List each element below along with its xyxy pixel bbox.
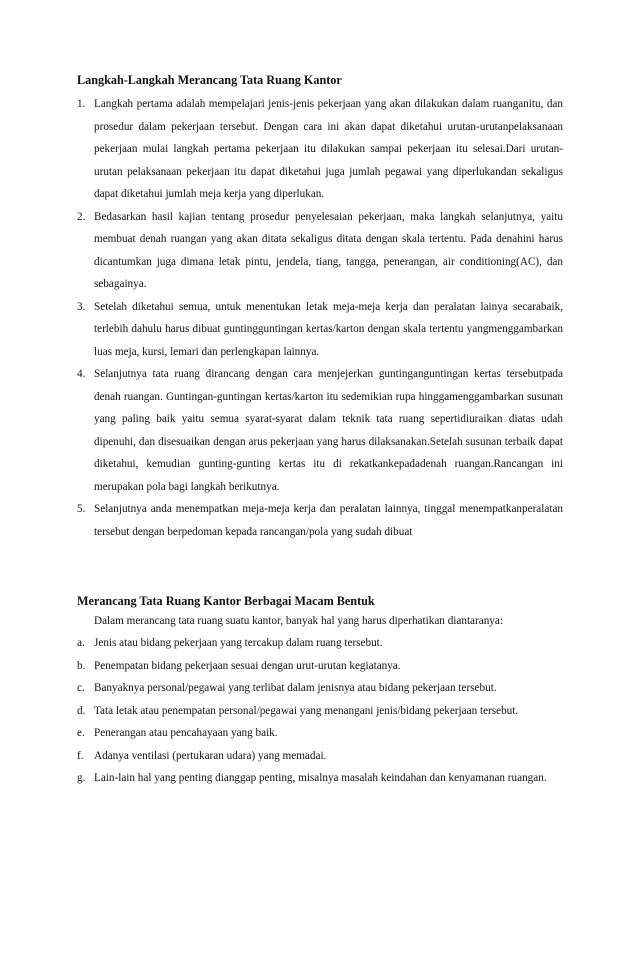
list-item-text: Penempatan bidang pekerjaan sesuai dengan urut-urutan kegiatanya. <box>94 659 401 672</box>
section-title-langkah: Langkah-Langkah Merancang Tata Ruang Kantor <box>77 73 342 87</box>
list-marker: a. <box>77 637 85 649</box>
list-item <box>77 632 563 655</box>
list-marker: g. <box>77 772 86 784</box>
list-item <box>77 677 563 700</box>
list-marker: f. <box>77 749 84 762</box>
list-item <box>77 722 563 745</box>
list-marker: 3. <box>77 300 86 313</box>
list-item-text: Banyaknya personal/pegawai yang terlibat dalam jenisnya atau bidang pekerjaan tersebut. <box>94 682 497 694</box>
list-item <box>77 498 563 543</box>
list-marker: c. <box>77 682 85 694</box>
list-marker: b. <box>77 659 86 672</box>
list-item-text: Langkah pertama adalah mempelajari jenis-jenis pekerjaan yang akan dilakukan dalam ruanganitu, dan prosedur dalam pekerjaan tersebut. Dengan cara ini akan dapat diketahui urutan-urutanpelaksanaan pekerjaan mulai langkah pertama pekerjaan itu dilakukan sampai pekerjaan itu selesai.Dari urutan-urutan pelaksanaan pekerjaan itu dapat diketahui juga jumlah pegawai yang diperlukandan sekaligus dapat diketahui jumlah meja kerja yang diperlukan. <box>94 98 563 200</box>
list-item-text: Setelah diketahui semua, untuk menentukan letak meja-meja kerja dan peralatan lainya secarabaik, terlebih dahulu harus dibuat guntingguntingan kertas/karton dengan skala tertentu yangmenggambarkan luas meja, kursi, lemari dan perlengkapan lainnya. <box>94 300 563 358</box>
list-marker: 2. <box>77 210 86 223</box>
list-item <box>77 93 563 206</box>
section-intro-paragraph: Dalam merancang tata ruang suatu kantor, banyak hal yang harus diperhatikan diantaranya: <box>94 615 503 627</box>
list-item-text: Tata letak atau penempatan personal/pegawai yang menangani jenis/bidang pekerjaan tersebut. <box>94 704 519 717</box>
list-item-text: Lain-lain hal yang penting dianggap penting, misalnya masalah keindahan dan kenyamanan ruangan. <box>94 772 547 784</box>
list-item-text: Selanjutnya anda menempatkan meja-meja kerja dan peralatan lainnya, tinggal menempatkanperalatan tersebut dengan berpedoman kepada rancangan/pola yang sudah dibuat <box>94 503 563 538</box>
list-item-text: Jenis atau bidang pekerjaan yang tercakup dalam ruang tersebut. <box>94 637 383 649</box>
list-marker: 4. <box>77 368 86 380</box>
list-marker: 5. <box>77 503 86 515</box>
list-item-text: Bedasarkan hasil kajian tentang prosedur penyelesaian pekerjaan, maka langkah selanjutnya, yaitu membuat denah ruangan yang akan ditata sekaligus ditata dengan skala tertentu. Pada denahini harus dicantumkan juga dimana letak pintu, jendela, tiang, tangga, penerangan, air conditioning(AC), dan sebagainya. <box>94 210 563 290</box>
numbered-steps-list <box>77 93 563 543</box>
lettered-considerations-list <box>77 632 563 790</box>
list-item-text: Adanya ventilasi (pertukaran udara) yang memadai. <box>94 749 327 762</box>
list-item <box>77 363 563 498</box>
list-item <box>77 655 563 678</box>
list-marker: d. <box>77 704 86 717</box>
list-item <box>77 206 563 296</box>
list-item-text: Penerangan atau pencahayaan yang baik. <box>94 727 278 739</box>
list-item <box>77 700 563 723</box>
section-title-merancang: Merancang Tata Ruang Kantor Berbagai Macam Bentuk <box>77 594 375 608</box>
list-item <box>77 296 563 364</box>
list-item <box>77 767 563 790</box>
list-marker: 1. <box>77 98 86 110</box>
list-item-text: Selanjutnya tata ruang dirancang dengan cara menjejerkan guntinganguntingan kertas tersebutpada denah ruangan. Guntingan-guntingan kertas/karton itu sedemikian rupa hinggamenggambarkan susunan yang paling baik yaitu semua syarat-syarat dalam teknik tata ruang sepertidiuraikan diatas udah dipenuhi, dan disesuaikan dengan arus pekerjaan yang harus dilaksanakan.Setelah susunan terbaik dapat diketahui, kemudian gunting-gunting kertas itu di rekatkankepadadenah ruangan.Rancangan ini merupakan pola bagi langkah berikutnya. <box>94 368 563 493</box>
list-item <box>77 745 563 768</box>
list-marker: e. <box>77 727 85 739</box>
